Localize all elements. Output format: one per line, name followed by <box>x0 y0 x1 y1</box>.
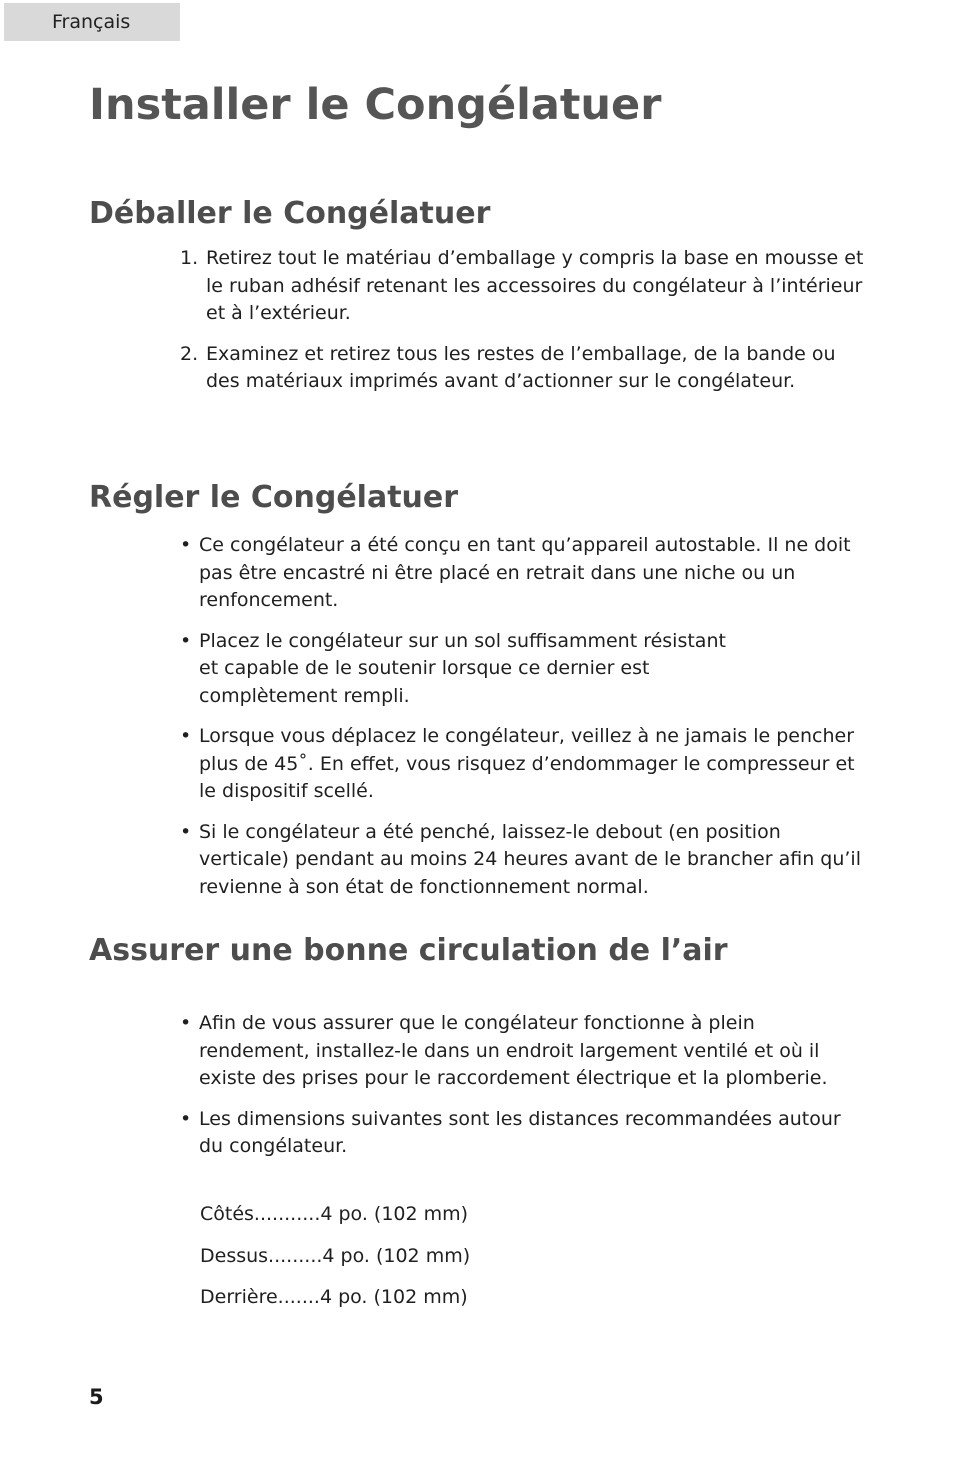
list-item <box>180 532 865 615</box>
section-heading-setup: Régler le Congélatuer <box>89 480 459 515</box>
list-item-text: Examinez et retirez tous les restes de l’emballage, de la bande ou des matériaux imprimés avant d’actionner sur le congélateur. <box>206 342 836 392</box>
unpack-steps-list <box>180 245 870 409</box>
list-item <box>180 1106 870 1161</box>
list-item-text: Lorsque vous déplacez le congélateur, veillez à ne jamais le pencher plus de 45˚. En effet, vous risquez d’endommager le compresseur et le dispositif scellé. <box>199 725 855 802</box>
bullet-marker: • <box>180 1107 192 1130</box>
clearance-list <box>200 1200 470 1325</box>
setup-bullets-list <box>180 532 865 914</box>
section-heading-unpack: Déballer le Congélatuer <box>89 196 491 231</box>
list-item-text: Retirez tout le matériau d’emballage y compris la base en mousse et le ruban adhésif retenant les accessoires du congélateur à l’intérieur et à l’extérieur. <box>206 247 864 324</box>
bullet-marker: • <box>180 1012 192 1034</box>
clearance-sides: Côtés...........4 po. (102 mm) <box>200 1203 469 1225</box>
list-item <box>180 628 865 711</box>
list-item-text: Placez le congélateur sur un sol suffisamment résistant et capable de le soutenir lorsque ce dernier est complètement rempli. <box>199 629 726 707</box>
bullet-marker: • <box>180 534 192 556</box>
clearance-top: Dessus.........4 po. (102 mm) <box>200 1244 471 1267</box>
list-item-text: Afin de vous assurer que le congélateur fonctionne à plein rendement, installez-le dans un endroit largement ventilé et où il existe des prises pour le raccordement électrique et la plomberie. <box>199 1012 828 1089</box>
list-marker: 1. <box>180 247 199 269</box>
list-item <box>180 245 870 328</box>
list-item <box>180 723 865 806</box>
list-item <box>180 341 870 396</box>
section-heading-air-circulation: Assurer une bonne circulation de l’air <box>89 933 728 968</box>
bullet-marker: • <box>180 629 192 652</box>
clearance-back: Derrière.......4 po. (102 mm) <box>200 1286 468 1308</box>
list-item-text: Les dimensions suivantes sont les distances recommandées autour du congélateur. <box>199 1107 841 1157</box>
air-bullets-list <box>180 1010 870 1174</box>
list-marker: 2. <box>180 342 199 365</box>
bullet-marker: • <box>180 820 192 843</box>
list-item-text: Si le congélateur a été penché, laissez-le debout (en position verticale) pendant au moins 24 heures avant de le brancher afin qu’il revienne à son état de fonctionnement normal. <box>199 820 861 898</box>
list-item-text: Ce congélateur a été conçu en tant qu’appareil autostable. Il ne doit pas être encastré ni être placé en retrait dans une niche ou un renfoncement. <box>199 534 851 611</box>
list-item <box>180 819 865 902</box>
language-tab: Français <box>4 3 180 41</box>
page-number: 5 <box>89 1385 104 1409</box>
page-title: Installer le Congélatuer <box>89 80 662 130</box>
bullet-marker: • <box>180 725 192 747</box>
list-item <box>180 1010 870 1093</box>
